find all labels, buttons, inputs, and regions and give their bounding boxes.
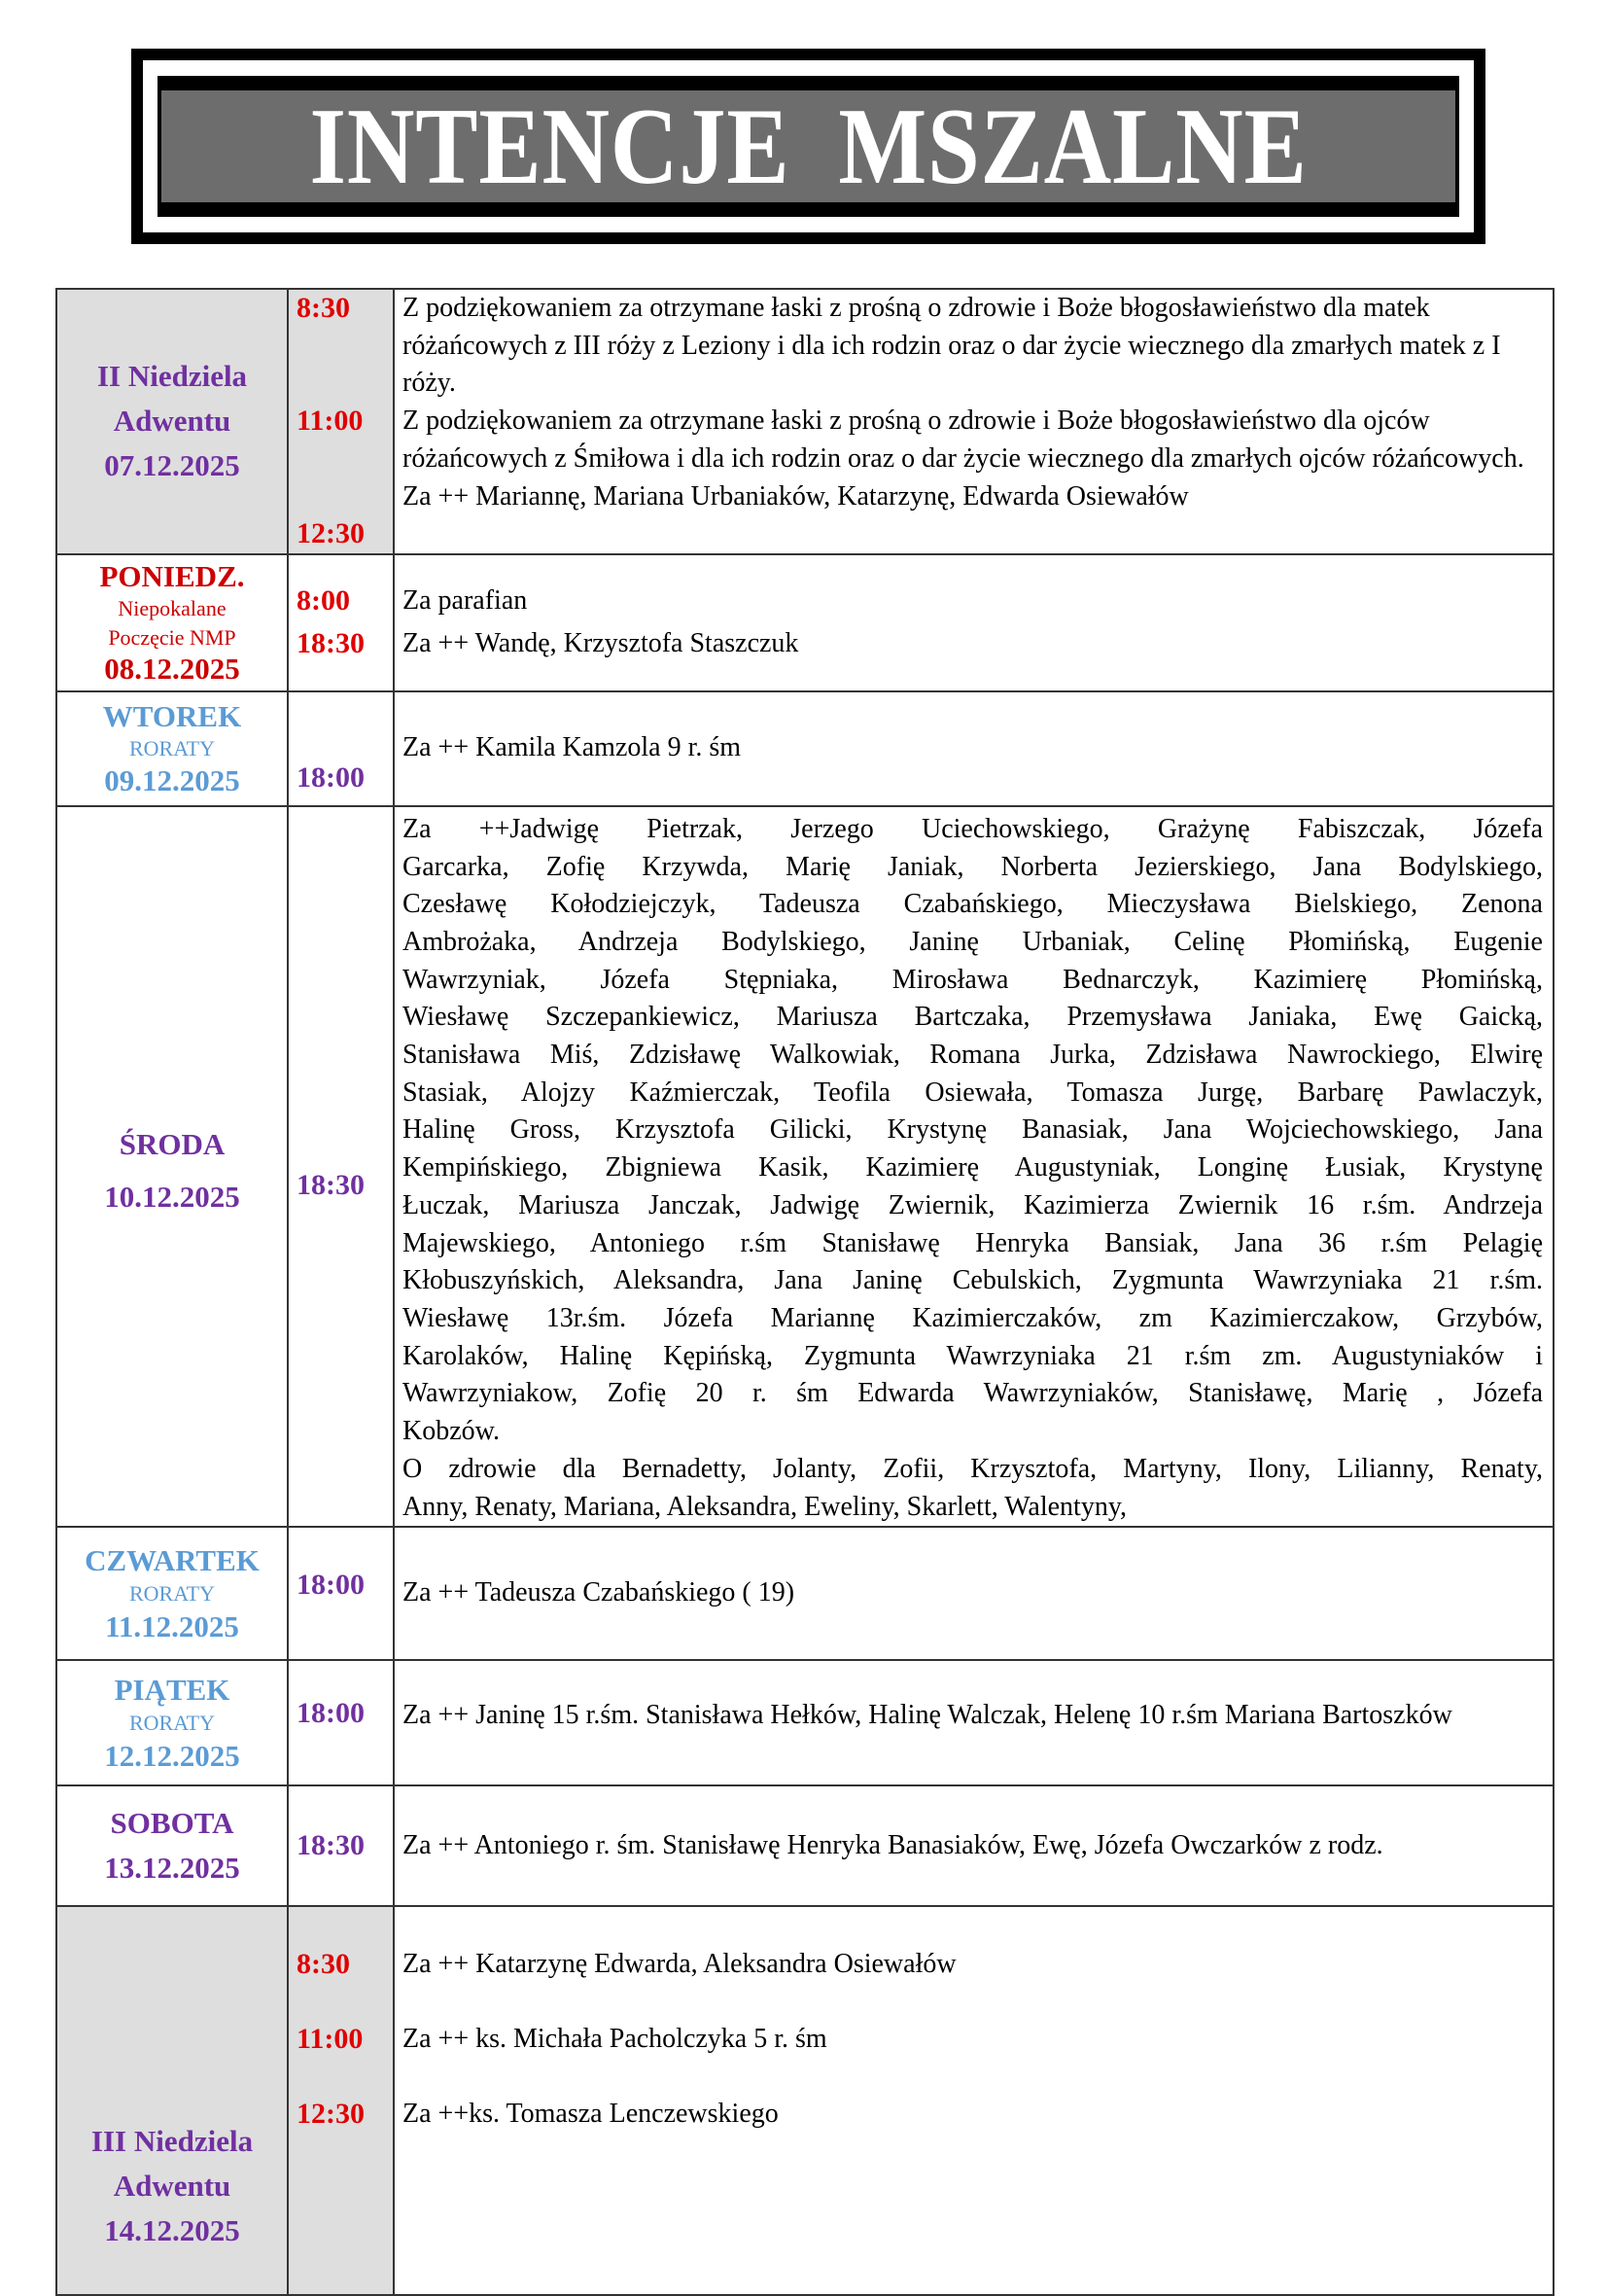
- day-note: RORATY: [128, 735, 215, 760]
- intention-text: Za ++ Wandę, Krzysztofa Staszczuk: [402, 627, 799, 658]
- day-name: ŚRODA: [119, 1126, 226, 1161]
- intention-line: Karolaków, Halinę Kępińską, Zygmunta Wawrzyniaka 21 r.śm zm. Augustyniaków i: [402, 1340, 1543, 1371]
- day-cell: [56, 554, 288, 691]
- day-cell: [56, 1906, 288, 2295]
- intention-text: Za parafian: [402, 584, 528, 616]
- day-note: RORATY: [128, 1580, 215, 1606]
- feast-name: Niepokalane: [118, 596, 227, 621]
- table-row: [56, 289, 1554, 554]
- day-cell: [56, 1785, 288, 1906]
- day-name: SOBOTA: [110, 1806, 234, 1841]
- mass-time: 18:00: [297, 761, 365, 795]
- intention-text: Za ++ Janinę 15 r.śm. Stanisława Hełków, Halinę Walczak, Helenę 10 r.śm Mariana Bartoszków: [402, 1700, 1452, 1731]
- time-cell: [288, 1660, 394, 1785]
- page-title: INTENCJE MSZALNE: [309, 86, 1308, 207]
- day-name: WTOREK: [102, 698, 242, 733]
- intention-cell: [394, 289, 1554, 554]
- day-date: 12.12.2025: [104, 1738, 240, 1773]
- intention-text: Za ++ Antoniego r. śm. Stanisławę Henryka Banasiaków, Ewę, Józefa Owczarków z rodz.: [402, 1829, 1383, 1860]
- day-name: Adwentu: [113, 404, 231, 439]
- mass-time: 18:30: [297, 1169, 365, 1202]
- intention-line: Łuczak, Mariusza Janczak, Jadwigę Zwiernik, Kazimierza Zwiernik 16 r.śm. Andrzeja: [402, 1189, 1543, 1220]
- table-row: [56, 1785, 1554, 1906]
- intention-line: Wiesławę 13r.śm. Józefa Mariannę Kazimierczaków, zm Kazimierczakow, Grzybów,: [402, 1302, 1543, 1333]
- intention-line: Stanisława Miś, Zdzisławę Walkowiak, Romana Jurka, Zdzisława Nawrockiego, Elwirę: [402, 1040, 1543, 1071]
- intention-text: Za ++ Mariannę, Mariana Urbaniaków, Katarzynę, Edwarda Osiewałów: [402, 480, 1189, 512]
- day-cell: [56, 1660, 288, 1785]
- day-date: 09.12.2025: [104, 762, 240, 797]
- mass-time: 18:30: [297, 1828, 365, 1861]
- intention-line: Wawrzyniak, Józefa Stępniaka, Mirosława Bednarczyk, Kazimierę Płomińską,: [402, 964, 1543, 995]
- table-row: [56, 806, 1554, 1527]
- feast-name: Poczęcie NMP: [108, 625, 236, 651]
- mass-time: 18:30: [297, 626, 365, 659]
- mass-time: 18:00: [297, 1697, 365, 1730]
- day-name: II Niedziela: [96, 359, 248, 394]
- table-row: [56, 1906, 1554, 2295]
- intention-line: Halinę Gross, Krzysztofa Gilicki, Krystynę Banasiak, Jana Wojciechowskiego, Jana: [402, 1114, 1543, 1146]
- intention-text: Za ++ Tadeusza Czabańskiego ( 19): [402, 1577, 795, 1608]
- intention-line: Kempińskiego, Zbigniewa Kasik, Kazimierę Augustyniak, Longinę Łusiak, Krystynę: [402, 1152, 1543, 1183]
- mass-time: 8:30: [297, 292, 350, 324]
- day-name: III Niedziela: [90, 2124, 254, 2159]
- intention-cell: [394, 806, 1554, 1527]
- intention-cell: [394, 1785, 1554, 1906]
- day-date: 10.12.2025: [104, 1179, 240, 1214]
- mass-time: 8:00: [297, 583, 350, 617]
- table-row: [56, 554, 1554, 691]
- intention-cell: [394, 554, 1554, 691]
- day-date: 07.12.2025: [104, 448, 240, 483]
- intention-text: Z podziękowaniem za otrzymane łaski z prośną o zdrowie i Boże błogosławieństwo dla ojców różańcowych z Śmiłowa i dla ich rodzin oraz o dar życie wiecznego dla zmarłych ojców różańcowych.: [402, 406, 1524, 474]
- title-banner-inner: [157, 76, 1459, 217]
- mass-time: 11:00: [297, 405, 364, 438]
- day-note: RORATY: [128, 1710, 215, 1735]
- title-banner: [131, 49, 1485, 244]
- time-cell: [288, 1785, 394, 1906]
- intention-cell: [394, 1906, 1554, 2295]
- table-row: [56, 1660, 1554, 1785]
- intention-line: Czesławę Kołodziejczyk, Tadeusza Czabańskiego, Mieczysława Bielskiego, Zenona: [402, 889, 1543, 920]
- intention-text: Za ++ks. Tomasza Lenczewskiego: [402, 2099, 779, 2130]
- mass-time: 8:30: [297, 1948, 350, 1981]
- intention-cell: [394, 1660, 1554, 1785]
- intention-line: Garcarka, Zofię Krzywda, Marię Janiak, Norberta Jezierskiego, Jana Bodylskiego,: [402, 851, 1543, 882]
- day-cell: [56, 806, 288, 1527]
- intention-text: [402, 811, 1543, 1526]
- day-name: Adwentu: [113, 2169, 231, 2204]
- table-row: [56, 1527, 1554, 1660]
- intention-text: Za ++ Kamila Kamzola 9 r. śm: [402, 732, 742, 763]
- intention-line: Ambrożaka, Andrzeja Bodylskiego, Janinę Urbaniak, Celinę Płomińską, Eugenie: [402, 926, 1543, 957]
- day-date: 11.12.2025: [105, 1608, 239, 1643]
- mass-time: 11:00: [297, 2023, 364, 2056]
- time-cell: [288, 1906, 394, 2295]
- intention-line: Wiesławę Szczepankiewicz, Mariusza Bartczaka, Przemysława Janiaka, Ewę Gaicką,: [402, 1002, 1543, 1033]
- mass-time: 12:30: [297, 517, 365, 550]
- intention-line: Anny, Renaty, Mariana, Aleksandra, Eweliny, Skarlett, Walentyny,: [402, 1491, 1127, 1522]
- time-cell: [288, 806, 394, 1527]
- time-cell: [288, 1527, 394, 1660]
- time-cell: [288, 554, 394, 691]
- intention-line: O zdrowie dla Bernadetty, Jolanty, Zofii, Krzysztofa, Martyny, Ilony, Lilianny, Renaty,: [402, 1453, 1543, 1484]
- time-cell: [288, 691, 394, 806]
- day-date: 14.12.2025: [104, 2213, 240, 2248]
- intention-text: Z podziękowaniem za otrzymane łaski z prośną o zdrowie i Boże błogosławieństwo dla matek różańcowych z III róży z Leziony i dla ich rodzin oraz o dar życie wiecznego dla zmarłych matek z I róży.: [402, 293, 1501, 399]
- mass-time: 18:00: [297, 1569, 365, 1602]
- day-name: PONIEDZ.: [99, 559, 245, 594]
- day-name: CZWARTEK: [85, 1542, 260, 1577]
- day-name: PIĄTEK: [114, 1672, 230, 1707]
- day-cell: [56, 691, 288, 806]
- table-row: [56, 691, 1554, 806]
- intention-text: Za ++ Katarzynę Edwarda, Aleksandra Osiewałów: [402, 1949, 957, 1980]
- day-cell: [56, 1527, 288, 1660]
- intention-line: Majewskiego, Antoniego r.śm Stanisławę Henryka Bansiak, Jana 36 r.śm Pelagię: [402, 1227, 1543, 1258]
- intention-cell: [394, 1527, 1554, 1660]
- intention-text: Za ++ ks. Michała Pacholczyka 5 r. śm: [402, 2024, 827, 2055]
- intention-line: Kłobuszyńskich, Aleksandra, Jana Janinę Cebulskich, Zygmunta Wawrzyniaka 21 r.śm.: [402, 1265, 1543, 1296]
- intention-line: Za ++Jadwigę Pietrzak, Jerzego Uciechowskiego, Grażynę Fabiszczak, Józefa: [402, 813, 1543, 844]
- mass-intentions-table: [55, 288, 1555, 2296]
- intention-line: Stasiak, Alojzy Kaźmierczak, Teofila Osiewała, Tomasza Jurgę, Barbarę Pawlaczyk,: [402, 1077, 1543, 1108]
- mass-time: 12:30: [297, 2098, 365, 2131]
- day-cell: [56, 289, 288, 554]
- intention-cell: [394, 691, 1554, 806]
- day-date: 13.12.2025: [104, 1851, 240, 1886]
- day-date: 08.12.2025: [104, 652, 240, 687]
- intention-line: Kobzów.: [402, 1416, 501, 1447]
- intention-line: Wawrzyniakow, Zofię 20 r. śm Edwarda Wawrzyniaków, Stanisławę, Marię , Józefa: [402, 1378, 1543, 1409]
- time-cell: [288, 289, 394, 554]
